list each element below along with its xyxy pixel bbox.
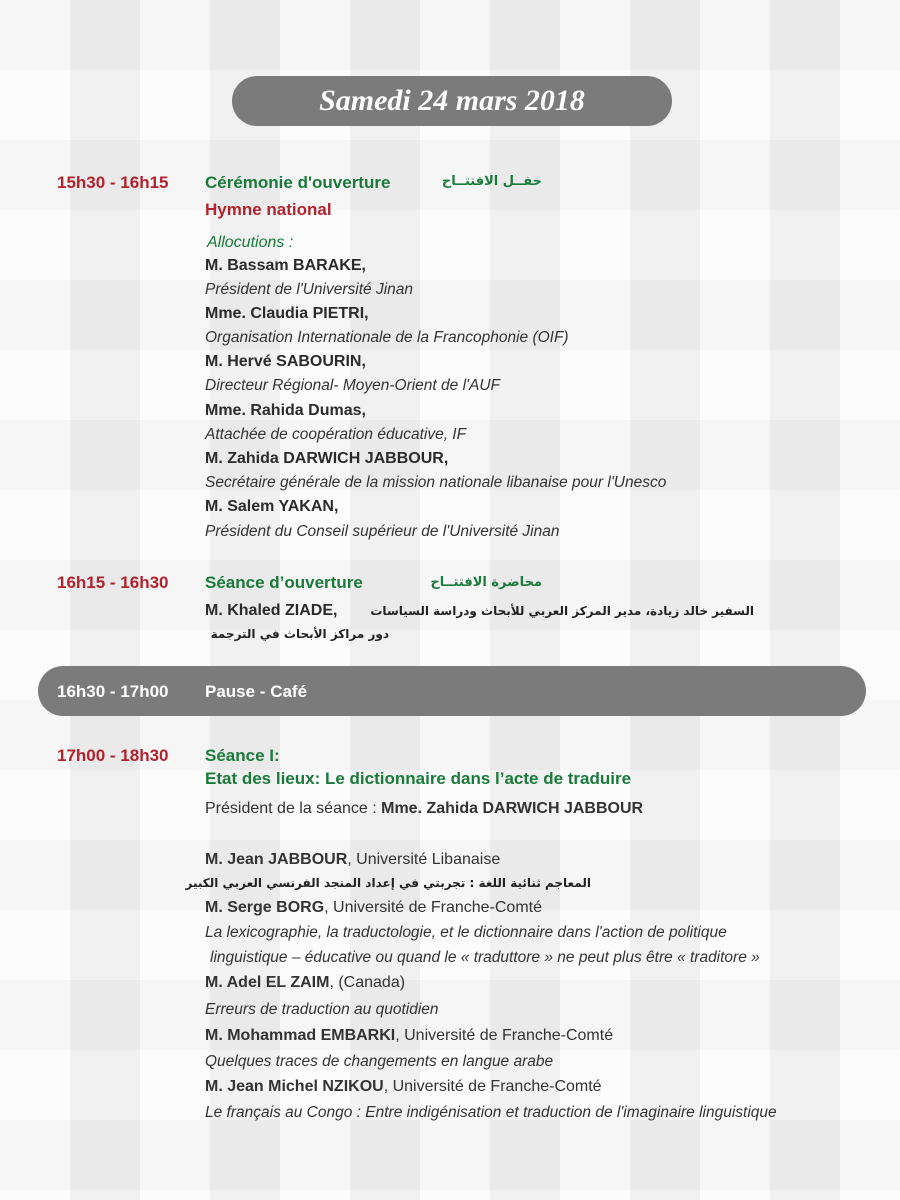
talk-title-arabic: المعاجم ثنائية اللغة : تجربتي في إعداد المنجد الفرنسي العربي الكبير xyxy=(185,876,591,890)
session2-title: Séance d’ouverture xyxy=(205,573,363,592)
session1-title: Cérémonie d'ouverture xyxy=(205,173,391,192)
talk-title: linguistique – éducative ou quand le « traduttore » ne peut plus être « traditore » xyxy=(210,949,760,966)
session2-speaker: M. Khaled ZIADE, xyxy=(205,602,338,619)
speaker-role: Attachée de coopération éducative, IF xyxy=(205,426,467,443)
session1-subtitle: Hymne national xyxy=(205,200,332,219)
session2-arabic: محاضرة الافتتــاح xyxy=(430,575,542,590)
allocutions-label: Allocutions : xyxy=(207,234,294,251)
pause-label: Pause - Café xyxy=(205,682,308,701)
speaker-name: Mme. Rahida Dumas, xyxy=(205,402,366,419)
session-president: Président de la séance : Mme. Zahida DARWICH JABBOUR xyxy=(205,800,644,817)
talk-title: Erreurs de traduction au quotidien xyxy=(205,1001,439,1018)
speaker-role: Président du Conseil supérieur de l'Université Jinan xyxy=(205,523,560,540)
session3-time: 17h00 - 18h30 xyxy=(57,746,169,765)
talk-title: Quelques traces de changements en langue arabe xyxy=(205,1053,554,1070)
session3-title: Séance I: xyxy=(205,746,280,765)
speaker-name: M. Zahida DARWICH JABBOUR, xyxy=(205,450,449,467)
speaker-role: Président de l'Université Jinan xyxy=(205,281,414,298)
talk-speaker: M. Jean JABBOUR, Université Libanaise xyxy=(205,851,501,868)
speaker-role: Directeur Régional- Moyen-Orient de l'AUF xyxy=(205,377,500,394)
talk-speaker: M. Adel EL ZAIM, (Canada) xyxy=(205,974,406,991)
speaker-name: M. Hervé SABOURIN, xyxy=(205,353,366,370)
date-banner-text: Samedi 24 mars 2018 xyxy=(319,84,585,117)
session3-subtitle: Etat des lieux: Le dictionnaire dans l’acte de traduire xyxy=(205,769,632,788)
session2-arabic-line1: السفير خالد زيادة، مدير المركز العربي للأبحاث ودراسة السياسات xyxy=(370,604,754,618)
talk-speaker: M. Mohammad EMBARKI, Université de Franche-Comté xyxy=(205,1027,614,1044)
speaker-role: Secrétaire générale de la mission nationale libanaise pour l'Unesco xyxy=(205,474,667,491)
speaker-name: M. Bassam BARAKE, xyxy=(205,257,366,274)
speaker-name: M. Salem YAKAN, xyxy=(205,498,339,515)
date-banner xyxy=(232,76,672,126)
speaker-name: Mme. Claudia PIETRI, xyxy=(205,305,369,322)
session1-time: 15h30 - 16h15 xyxy=(57,173,169,192)
talk-title: Le français au Congo : Entre indigénisation et traduction de l'imaginaire linguistique xyxy=(205,1104,777,1121)
session1-arabic: حفــل الافتتــاح xyxy=(441,174,542,189)
pause-time: 16h30 - 17h00 xyxy=(57,682,169,701)
session2-time: 16h15 - 16h30 xyxy=(57,573,169,592)
session2-arabic-line2: دور مراكز الأبحاث في الترجمة xyxy=(210,627,389,641)
talk-speaker: M. Serge BORG, Université de Franche-Comté xyxy=(205,899,542,916)
talk-title: La lexicographie, la traductologie, et le dictionnaire dans l'action de politique xyxy=(205,924,727,941)
speaker-role: Organisation Internationale de la Francophonie (OIF) xyxy=(205,329,569,346)
talk-speaker: M. Jean Michel NZIKOU, Université de Franche-Comté xyxy=(205,1078,602,1095)
